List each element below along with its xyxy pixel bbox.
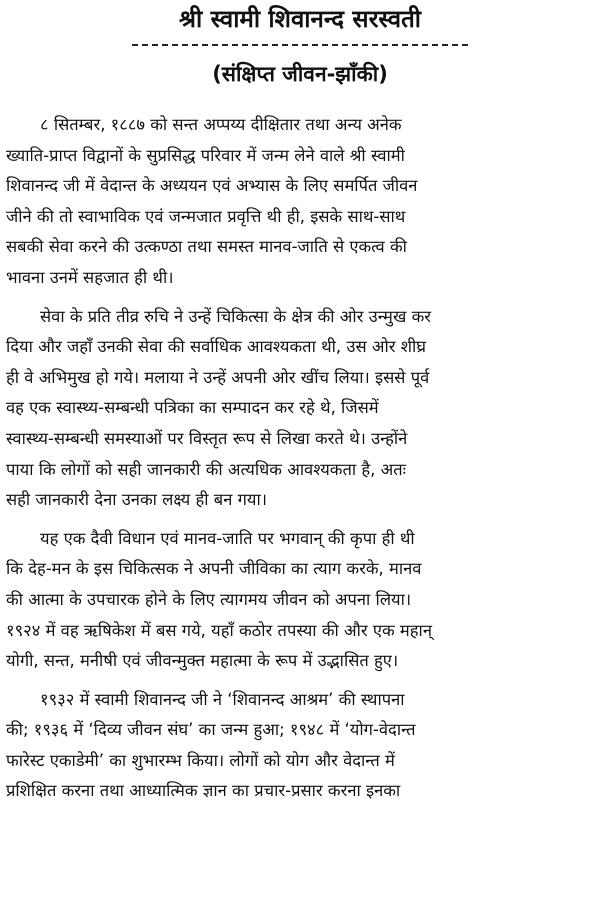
- text-line: की आत्मा के उपचारक होने के लिए त्यागमय जीवन को अपना लिया।: [6, 589, 412, 609]
- text-line: स्वास्थ्य-सम्बन्धी समस्याओं पर विस्तृत रूप से लिखा करते थे। उन्होंने: [6, 428, 408, 448]
- text-line: १९२४ में वह ऋषिकेश में बस गये, यहाँ कठोर तपस्या की और एक महान्: [6, 620, 432, 640]
- text-line: ख्याति-प्राप्त विद्वानों के सुप्रसिद्ध परिवार में जन्म लेने वाले श्री स्वामी: [6, 145, 405, 165]
- text-line: की; १९३६ में ‘दिव्य जीवन संघ’ का जन्म हुआ; १९४८ में ‘योग-वेदान्त: [6, 720, 416, 740]
- body-text: [6, 110, 594, 807]
- text-line: फारेस्ट एकाडेमी’ का शुभारम्भ किया। लोगों को योग और वेदान्त में: [6, 750, 395, 770]
- text-line: योगी, सन्त, मनीषी एवं जीवन्मुक्त महात्मा के रूप में उद्भासित हुए।: [6, 651, 399, 671]
- paragraph-4: [6, 685, 594, 807]
- text-line: वह एक स्वास्थ्य-सम्बन्धी पत्रिका का सम्पादन कर रहे थे, जिसमें: [6, 398, 379, 418]
- text-line: भावना उनमें सहजात ही थी।: [6, 267, 174, 287]
- text-line: सेवा के प्रति तीव्र रुचि ने उन्हें चिकित्सा के क्षेत्र की ओर उन्मुख कर: [40, 306, 431, 326]
- text-line: १९३२ में स्वामी शिवानन्द जी ने ‘शिवानन्द आश्रम’ की स्थापना: [40, 689, 405, 709]
- paragraph-3: [6, 524, 594, 677]
- page-title: श्री स्वामी शिवानन्द सरस्वती: [179, 5, 421, 33]
- page-subtitle: (संक्षिप्त जीवन-झाँकी): [212, 62, 388, 86]
- text-line: शिवानन्द जी में वेदान्त के अध्ययन एवं अभ्यास के लिए समर्पित जीवन: [6, 176, 418, 196]
- text-line: ८ सितम्बर, १८८७ को सन्त अप्पय्य दीक्षितार तथा अन्य अनेक: [40, 115, 402, 134]
- paragraph-2: [6, 302, 594, 516]
- text-line: ही वे अभिमुख हो गये। मलाया ने उन्हें अपनी ओर खींच लिया। इससे पूर्व: [6, 367, 430, 387]
- text-line: कि देह-मन के इस चिकित्सक ने अपनी जीविका का त्याग करके, मानव: [6, 559, 422, 579]
- text-line: सही जानकारी देना उनका लक्ष्य ही बन गया।: [6, 490, 267, 510]
- text-line: सबकी सेवा करने की उत्कण्ठा तथा समस्त मानव-जाति से एकत्व की: [6, 237, 407, 257]
- text-line: जीने की तो स्वाभाविक एवं जन्मजात प्रवृत्ति थी ही, इसके साथ-साथ: [6, 206, 406, 226]
- text-line: दिया और जहाँ उनकी सेवा की सर्वाधिक आवश्यकता थी, उस ओर शीघ्र: [6, 337, 426, 357]
- title-dashed-divider: [132, 44, 468, 46]
- text-line: यह एक दैवी विधान एवं मानव-जाति पर भगवान् की कृपा ही थी: [40, 528, 415, 548]
- text-line: प्रशिक्षित करना तथा आध्यात्मिक ज्ञान का प्रचार-प्रसार करना इनका: [6, 781, 401, 801]
- paragraph-1: [6, 110, 594, 294]
- text-line: पाया कि लोगों को सही जानकारी की अत्यधिक आवश्यकता है, अतः: [6, 459, 407, 479]
